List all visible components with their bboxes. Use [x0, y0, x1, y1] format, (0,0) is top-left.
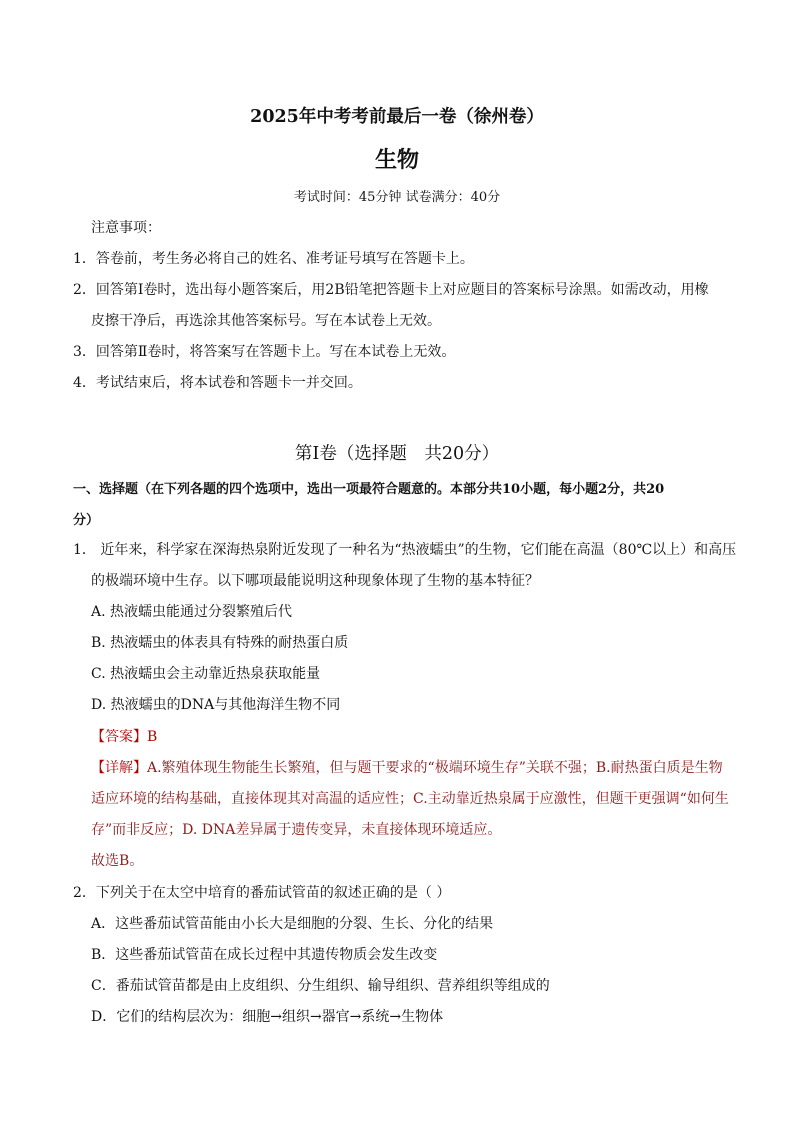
note-item: 1．答卷前，考生务必将自己的姓名、准考证号填写在答题卡上。 — [73, 251, 474, 267]
detail-label: 【详解】 — [91, 760, 147, 776]
note-item: 4．考试结束后，将本试卷和答题卡一并交回。 — [73, 375, 362, 391]
section-instruction-cont: 分） — [73, 513, 100, 528]
exam-info: 考试时间：45分钟 试卷满分：40分 — [293, 190, 501, 205]
answer-line — [91, 728, 157, 746]
option: B. 热液蠕虫的体表具有特殊的耐热蛋白质 — [91, 635, 349, 651]
option: B．这些番茄试管苗在成长过程中其遗传物质会发生改变 — [91, 947, 438, 963]
subject-title: 生物 — [374, 147, 419, 173]
notes-heading: 注意事项： — [91, 220, 161, 236]
option: D．它们的结构层次为：细胞→组织→器官→系统→生物体 — [91, 1009, 444, 1025]
detail-line — [91, 759, 723, 777]
note-item: 2．回答第Ⅰ卷时，选出每小题答案后，用2B铅笔把答题卡上对应题目的答案标号涂黑。如需改动，用橡 — [73, 282, 709, 298]
answer-label: 【答案】 — [91, 729, 147, 745]
note-item: 3．回答第Ⅱ卷时，将答案写在答题卡上。写在本试卷上无效。 — [73, 344, 456, 360]
detail-conclusion: 故选B。 — [91, 853, 144, 869]
option: C. 热液蠕虫会主动靠近热泉获取能量 — [91, 666, 321, 682]
answer-value: B — [147, 729, 158, 745]
note-item: 皮擦干净后，再选涂其他答案标号。写在本试卷上无效。 — [91, 313, 441, 329]
option: C．番茄试管苗都是由上皮组织、分生组织、输导组织、营养组织等组成的 — [91, 978, 550, 994]
section-title: 第Ⅰ卷（选择题 共20分） — [294, 444, 500, 464]
question-stem: 1． 近年来，科学家在深海热泉附近发现了一种名为“热液蠕虫”的生物，它们能在高温（80℃以上）和高压 — [73, 542, 737, 558]
question-stem-cont: 的极端环境中生存。以下哪项最能说明这种现象体现了生物的基本特征？ — [91, 573, 539, 589]
section-instruction: 一、选择题（在下列各题的四个选项中，选出一项最符合题意的。本部分共10小题，每小题2分，共20 — [73, 482, 665, 497]
option: A．这些番茄试管苗能由小长大是细胞的分裂、生长、分化的结果 — [91, 916, 494, 932]
exam-title: 2025年中考考前最后一卷（徐州卷） — [250, 107, 544, 127]
option: D. 热液蠕虫的DNA与其他海洋生物不同 — [91, 697, 341, 713]
detail-text: A.繁殖体现生物能生长繁殖，但与题干要求的“极端环境生存”关联不强；B.耐热蛋白质是生物 — [147, 760, 723, 776]
detail-text-cont: 适应环境的结构基础，直接体现其对高温的适应性；C.主动靠近热泉属于应激性，但题干更强调“如何生 — [91, 791, 729, 807]
question-stem: 2．下列关于在太空中培育的番茄试管苗的叙述正确的是（ ） — [73, 885, 451, 901]
option: A. 热液蠕虫能通过分裂繁殖后代 — [91, 604, 293, 620]
detail-text-cont: 存”而非反应；D. DNA差异属于遗传变异，未直接体现环境适应。 — [91, 822, 502, 838]
